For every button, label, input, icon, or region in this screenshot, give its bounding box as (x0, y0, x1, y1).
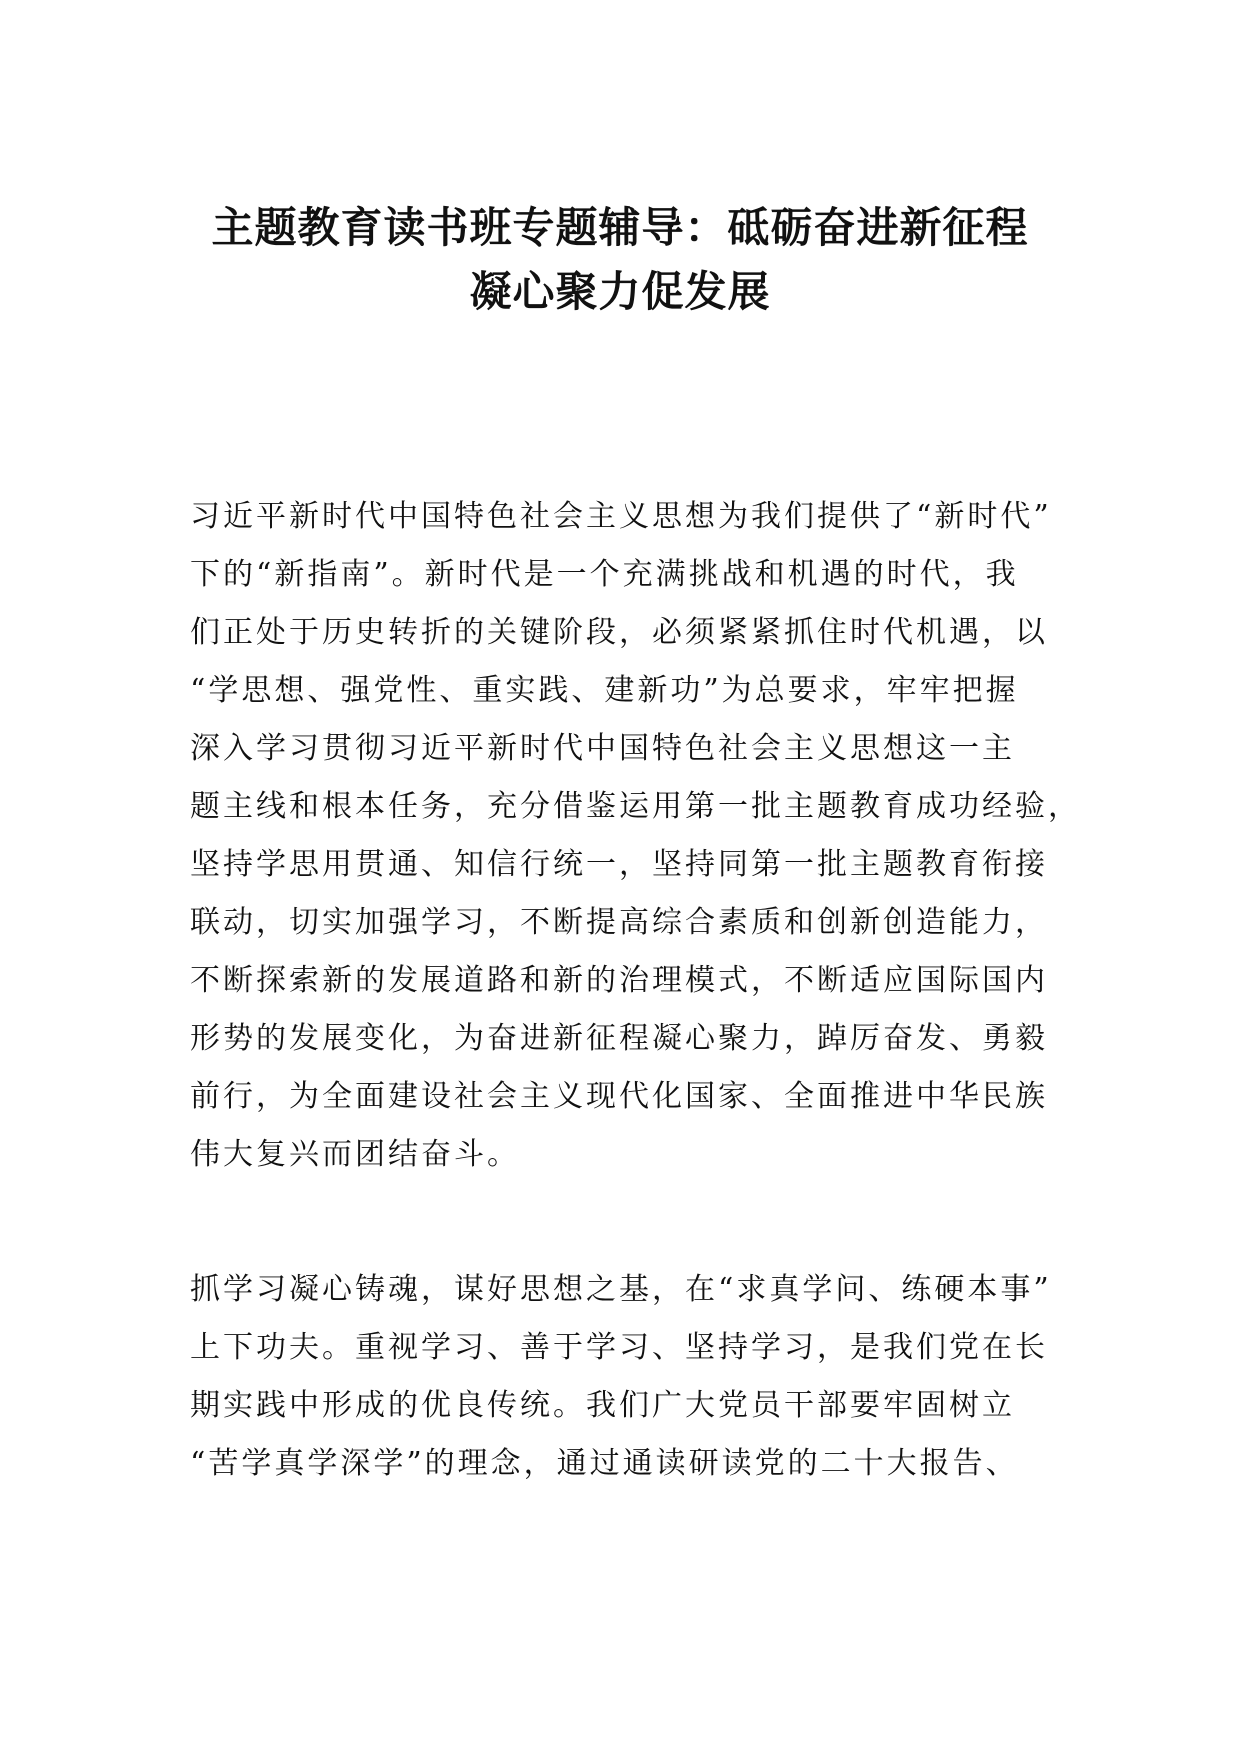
paragraph-line: 形势的发展变化，为奋进新征程凝心聚力，踔厉奋发、勇毅 (190, 1021, 1048, 1056)
paragraph-line: 不断探索新的发展道路和新的治理模式，不断适应国际国内 (190, 963, 1048, 998)
paragraph-line: 深入学习贯彻习近平新时代中国特色社会主义思想这一主 (190, 731, 1015, 766)
body-paragraph-2 (190, 1261, 1090, 1493)
paragraph-line: 习近平新时代中国特色社会主义思想为我们提供了“新时代” (190, 499, 1052, 534)
paragraph-line: 期实践中形成的优良传统。我们广大党员干部要牢固树立 (190, 1388, 1015, 1423)
paragraph-line: “学思想、强党性、重实践、建新功”为总要求，牢牢把握 (190, 673, 1019, 708)
paragraph-line: 上下功夫。重视学习、善于学习、坚持学习，是我们党在长 (190, 1330, 1048, 1365)
title-line-1: 主题教育读书班专题辅导：砥砺奋进新征程 (211, 203, 1029, 252)
paragraph-line: 联动，切实加强学习，不断提高综合素质和创新创造能力， (190, 905, 1048, 940)
paragraph-line: “苦学真学深学”的理念，通过通读研读党的二十大报告、 (190, 1446, 1019, 1481)
paragraph-line: 题主线和根本任务，充分借鉴运用第一批主题教育成功经验， (190, 789, 1081, 824)
document-title (150, 196, 1090, 324)
paragraph-line: 们正处于历史转折的关键阶段，必须紧紧抓住时代机遇，以 (190, 615, 1048, 650)
paragraph-line: 抓学习凝心铸魂，谋好思想之基，在“求真学问、练硬本事” (190, 1272, 1052, 1307)
paragraph-line: 伟大复兴而团结奋斗。 (190, 1137, 520, 1172)
body-paragraph-1 (190, 488, 1090, 1184)
paragraph-line: 下的“新指南”。新时代是一个充满挑战和机遇的时代，我 (190, 557, 1019, 592)
paragraph-line: 前行，为全面建设社会主义现代化国家、全面推进中华民族 (190, 1079, 1048, 1114)
title-line-2: 凝心聚力促发展 (469, 267, 771, 316)
paragraph-line: 坚持学思用贯通、知信行统一，坚持同第一批主题教育衔接 (190, 847, 1048, 882)
